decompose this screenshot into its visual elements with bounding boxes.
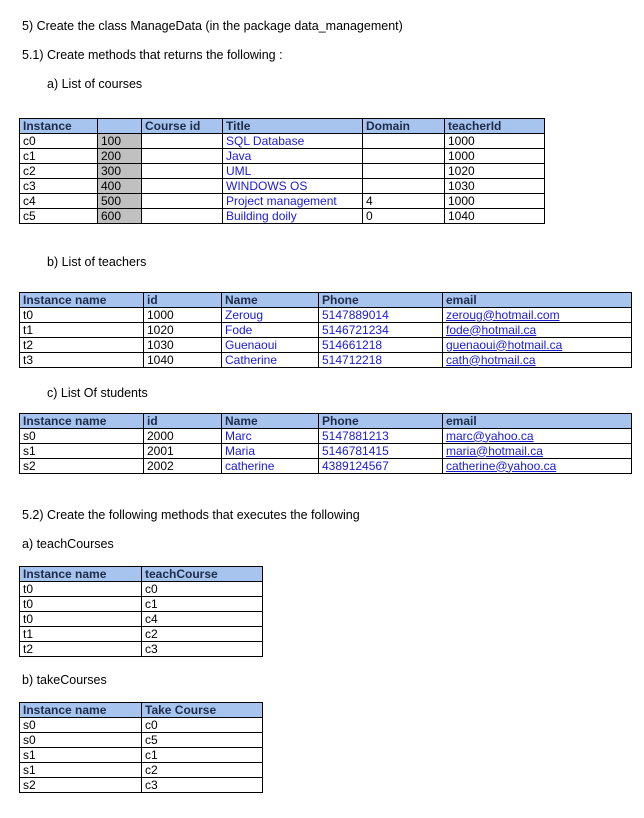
header-cell: Name: [222, 293, 319, 308]
table-row: [20, 149, 545, 164]
header-cell: teachCourse: [142, 567, 263, 582]
table-cell: 200: [98, 149, 142, 164]
email-link[interactable]: zeroug@hotmail.com: [443, 308, 632, 323]
students-table: [19, 413, 632, 474]
header-cell: Instance name: [20, 293, 144, 308]
table-cell: s1: [20, 763, 142, 778]
table-cell: Project management: [223, 194, 363, 209]
table-cell: 1020: [144, 323, 222, 338]
table-cell: c4: [20, 194, 98, 209]
header-cell: Domain: [363, 119, 445, 134]
section-5-2-heading: 5.2) Create the following methods that executes the following: [22, 508, 360, 522]
table-cell: s2: [20, 459, 144, 474]
table-header-row: [20, 119, 545, 134]
table-row: [20, 642, 263, 657]
take-courses-heading: b) takeCourses: [22, 673, 107, 687]
table-cell: 4389124567: [319, 459, 443, 474]
table-cell: 0: [363, 209, 445, 224]
header-cell: Take Course: [142, 703, 263, 718]
table-cell: 514661218: [319, 338, 443, 353]
teach-courses-heading: a) teachCourses: [22, 537, 114, 551]
table-cell: [142, 179, 223, 194]
header-cell: id: [144, 293, 222, 308]
table-cell: 300: [98, 164, 142, 179]
header-cell: email: [443, 414, 632, 429]
table-cell: 1000: [445, 134, 545, 149]
table-cell: s2: [20, 778, 142, 793]
table-cell: 1000: [445, 149, 545, 164]
table-cell: s0: [20, 718, 142, 733]
table-cell: Maria: [222, 444, 319, 459]
table-cell: Fode: [222, 323, 319, 338]
table-cell: s1: [20, 444, 144, 459]
table-row: [20, 194, 545, 209]
table-cell: c4: [142, 612, 263, 627]
table-cell: c2: [20, 164, 98, 179]
header-cell: Phone: [319, 293, 443, 308]
table-cell: 500: [98, 194, 142, 209]
table-cell: c3: [142, 642, 263, 657]
table-row: [20, 429, 632, 444]
header-cell: teacherId: [445, 119, 545, 134]
table-row: [20, 134, 545, 149]
table-cell: Guenaoui: [222, 338, 319, 353]
table-row: [20, 308, 632, 323]
table-cell: UML: [223, 164, 363, 179]
header-cell: Title: [223, 119, 363, 134]
table-cell: c0: [142, 582, 263, 597]
table-cell: [363, 179, 445, 194]
table-cell: 5146781415: [319, 444, 443, 459]
table-row: [20, 733, 263, 748]
table-cell: Java: [223, 149, 363, 164]
table-cell: [363, 134, 445, 149]
table-cell: c3: [20, 179, 98, 194]
table-cell: 100: [98, 134, 142, 149]
table-cell: t3: [20, 353, 144, 368]
table-row: [20, 444, 632, 459]
table-cell: SQL Database: [223, 134, 363, 149]
table-cell: t1: [20, 627, 142, 642]
table-cell: [142, 209, 223, 224]
table-row: [20, 209, 545, 224]
table-row: [20, 612, 263, 627]
table-row: [20, 582, 263, 597]
table-header-row: [20, 703, 263, 718]
table-cell: c5: [20, 209, 98, 224]
table-cell: t1: [20, 323, 144, 338]
table-cell: t0: [20, 308, 144, 323]
table-row: [20, 459, 632, 474]
table-row: [20, 164, 545, 179]
email-link[interactable]: guenaoui@hotmail.ca: [443, 338, 632, 353]
email-link[interactable]: catherine@yahoo.ca: [443, 459, 632, 474]
table-header-row: [20, 567, 263, 582]
table-row: [20, 597, 263, 612]
email-link[interactable]: maria@hotmail.ca: [443, 444, 632, 459]
table-row: [20, 778, 263, 793]
table-cell: 2000: [144, 429, 222, 444]
table-cell: c2: [142, 627, 263, 642]
email-link[interactable]: cath@hotmail.ca: [443, 353, 632, 368]
table-cell: 2001: [144, 444, 222, 459]
table-cell: s0: [20, 733, 142, 748]
table-cell: [142, 149, 223, 164]
table-row: [20, 627, 263, 642]
table-row: [20, 179, 545, 194]
table-header-row: [20, 293, 632, 308]
table-cell: 1040: [445, 209, 545, 224]
table-row: [20, 748, 263, 763]
table-cell: [363, 149, 445, 164]
header-cell: Instance name: [20, 703, 142, 718]
list-courses-heading: a) List of courses: [47, 77, 143, 91]
table-cell: t0: [20, 597, 142, 612]
table-cell: 1000: [144, 308, 222, 323]
teachers-table: [19, 292, 632, 368]
header-cell: Instance: [20, 119, 98, 134]
list-students-heading: c) List Of students: [47, 386, 148, 400]
header-cell: Name: [222, 414, 319, 429]
table-row: [20, 323, 632, 338]
table-row: [20, 338, 632, 353]
courses-table: [19, 118, 545, 224]
table-cell: 2002: [144, 459, 222, 474]
table-cell: t2: [20, 642, 142, 657]
table-cell: c0: [142, 718, 263, 733]
table-cell: c1: [142, 597, 263, 612]
table-cell: 1030: [445, 179, 545, 194]
table-cell: c2: [142, 763, 263, 778]
table-cell: Zeroug: [222, 308, 319, 323]
table-cell: c0: [20, 134, 98, 149]
section-5-1-heading: 5.1) Create methods that returns the following :: [22, 48, 283, 62]
section-5-heading: 5) Create the class ManageData (in the package data_management): [22, 19, 403, 33]
table-cell: [142, 164, 223, 179]
table-cell: catherine: [222, 459, 319, 474]
email-link[interactable]: fode@hotmail.ca: [443, 323, 632, 338]
take-courses-table: [19, 702, 263, 793]
table-cell: Building doily: [223, 209, 363, 224]
table-cell: c3: [142, 778, 263, 793]
header-cell: [98, 119, 142, 134]
header-cell: Instance name: [20, 414, 144, 429]
table-cell: c1: [142, 748, 263, 763]
header-cell: Phone: [319, 414, 443, 429]
header-cell: email: [443, 293, 632, 308]
table-cell: t0: [20, 612, 142, 627]
table-cell: Catherine: [222, 353, 319, 368]
list-teachers-heading: b) List of teachers: [47, 255, 147, 269]
table-row: [20, 353, 632, 368]
table-cell: 5146721234: [319, 323, 443, 338]
table-cell: 5147881213: [319, 429, 443, 444]
header-cell: id: [144, 414, 222, 429]
table-cell: [142, 134, 223, 149]
table-cell: 1000: [445, 194, 545, 209]
table-cell: c5: [142, 733, 263, 748]
header-cell: Instance name: [20, 567, 142, 582]
table-cell: 400: [98, 179, 142, 194]
header-cell: Course id: [142, 119, 223, 134]
table-cell: c1: [20, 149, 98, 164]
table-cell: t2: [20, 338, 144, 353]
table-cell: 514712218: [319, 353, 443, 368]
table-cell: 600: [98, 209, 142, 224]
table-header-row: [20, 414, 632, 429]
table-cell: 5147889014: [319, 308, 443, 323]
table-row: [20, 763, 263, 778]
table-cell: t0: [20, 582, 142, 597]
table-cell: 1030: [144, 338, 222, 353]
table-row: [20, 718, 263, 733]
table-cell: s1: [20, 748, 142, 763]
table-cell: Marc: [222, 429, 319, 444]
table-cell: s0: [20, 429, 144, 444]
table-cell: WINDOWS OS: [223, 179, 363, 194]
table-cell: 1040: [144, 353, 222, 368]
email-link[interactable]: marc@yahoo.ca: [443, 429, 632, 444]
table-cell: [142, 194, 223, 209]
teach-courses-table: [19, 566, 263, 657]
table-cell: [363, 164, 445, 179]
table-cell: 4: [363, 194, 445, 209]
table-cell: 1020: [445, 164, 545, 179]
